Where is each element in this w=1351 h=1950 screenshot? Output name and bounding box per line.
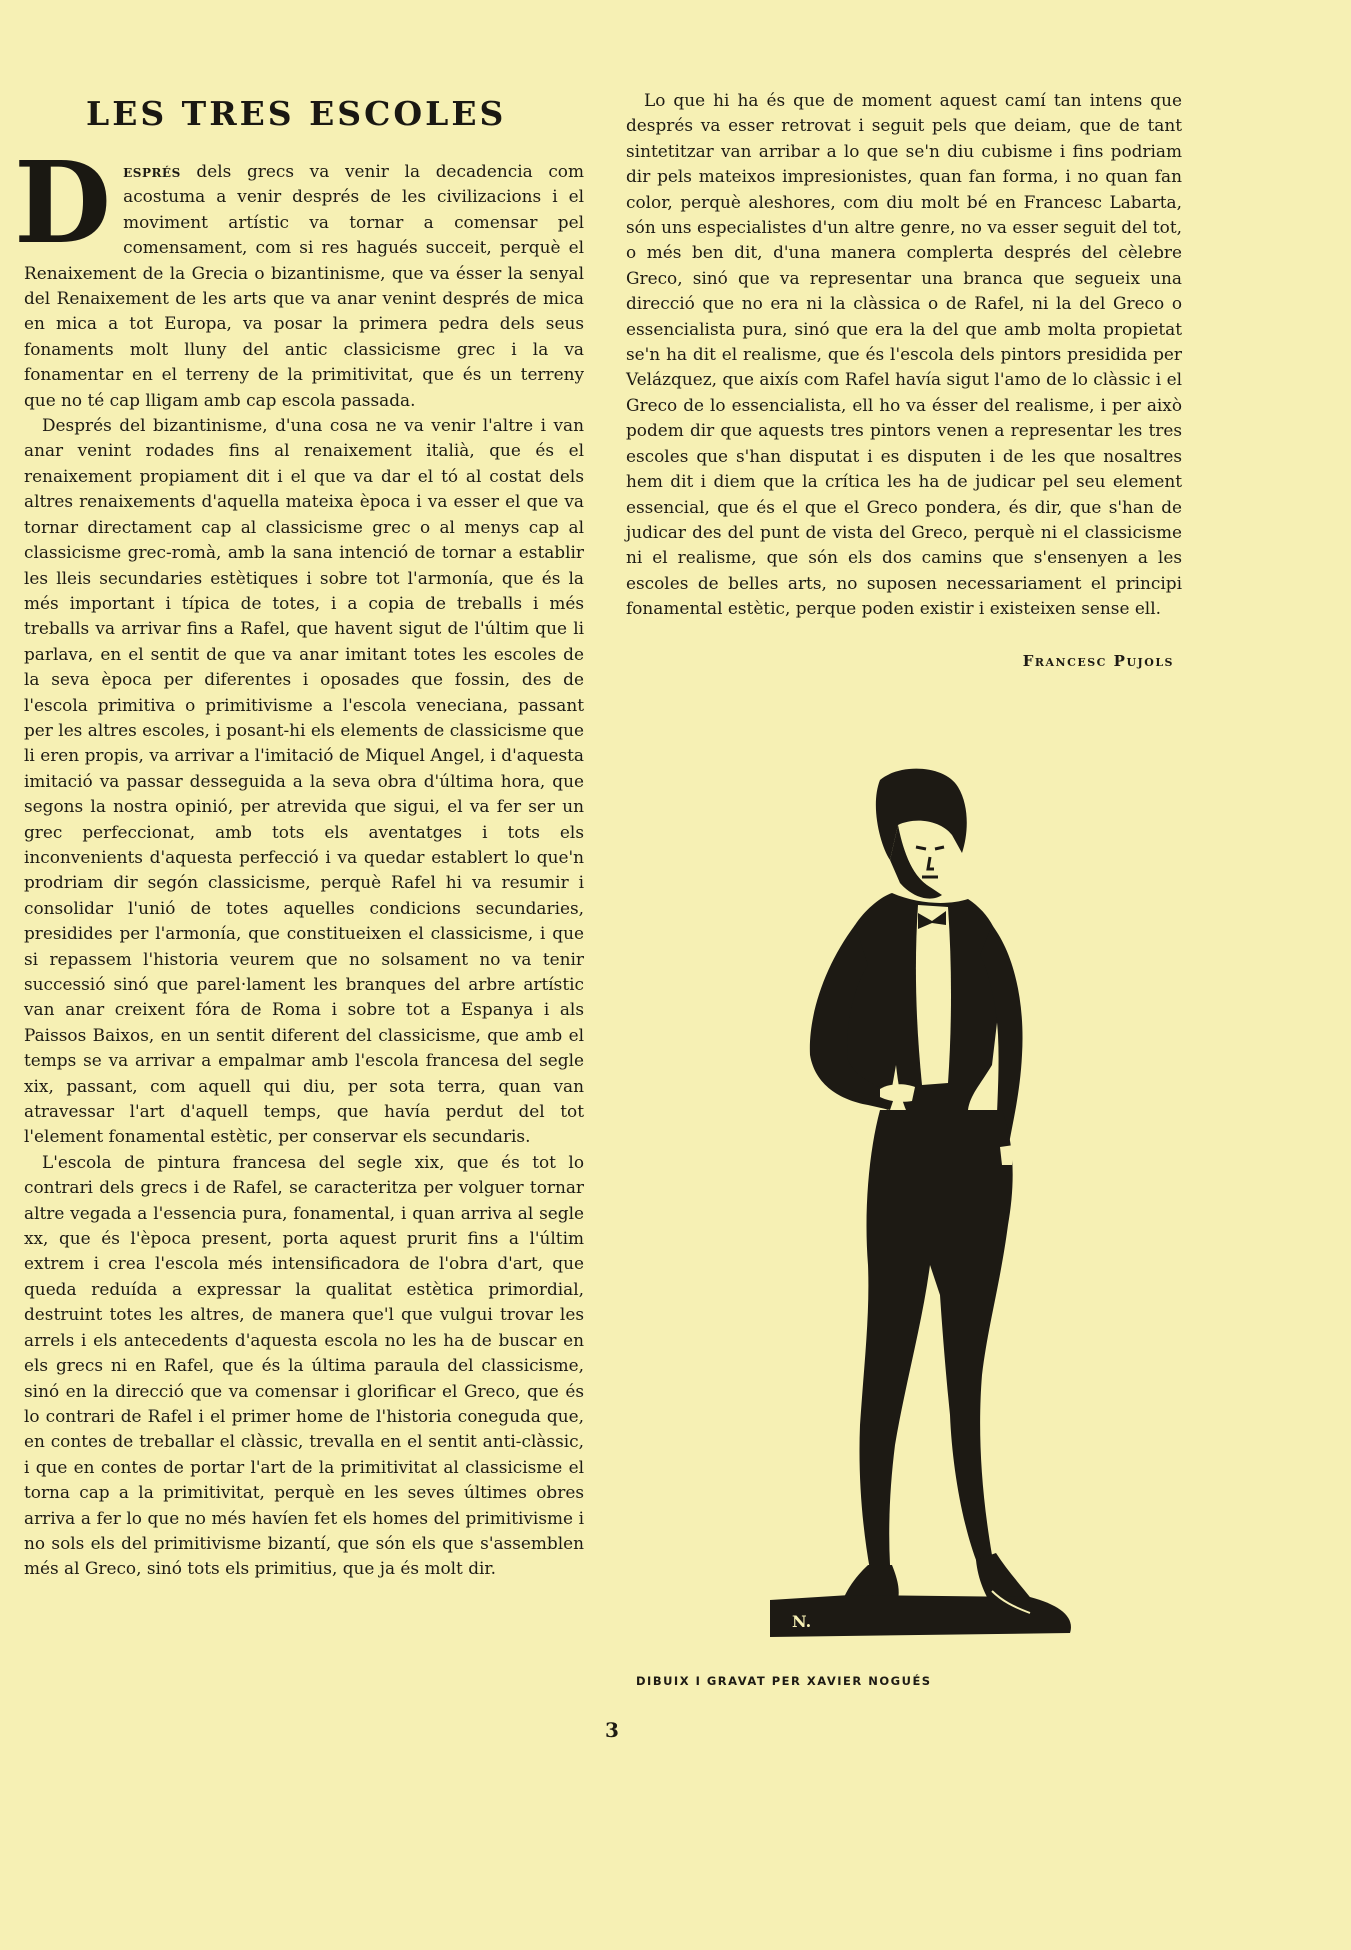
figure-trousers [859, 1110, 1012, 1570]
paragraph-4: Lo que hi ha és que de moment aquest camí tan intens que després va esser retrovat i seguit pels que deiam, que de tant sintetitzar van arribar a lo que se'n diu cubisme i fins podriam dir pels mateixos impresionistes, quan fan forma, i no quan fan color, perquè aleshores, com diu molt bé en Francesc Labarta, són uns especialistes d'un altre genre, no va esser seguit del tot, o més ben dit, d'una manera complerta després del cèlebre Greco, sinó que va representar una branca que segueix una direcció que no era ni la clàssica o de Rafel, ni la del Greco o essencialista pura, sinó que era la del que amb molta propietat se'n ha dit el realisme, que és l'escola dels pintors presidida per Velázquez, que aixís com Rafel havía sigut l'amo de lo clàssic i el Greco de lo essencialista, ell ho va ésser del realisme, i per això podem dir que aquests tres pintors venen a representar les tres escoles que s'han disputat i es disputen i de les que nosaltres hem dit i diem que la crítica les ha de judicar pel seu element essencial, que és el que el Greco pondera, és dir, que s'han de judicar des del punt de vista del Greco, perquè ni el classicisme ni el realisme, que són els dos camins que s'ensenyen a les escoles de belles arts, no suposen necessariament el principi fonamental estètic, perque poden existir i existeixen sense ell. [626, 90, 1182, 619]
article-title: LES TRES ESCOLES [86, 94, 507, 133]
figure-ground [770, 1595, 1071, 1637]
paragraph-1-text: dels grecs va venir la decadencia com acostuma a venir després de les civilizacions i el moviment artístic va tornar a comensar pel comensament, com si res hagués succeit, perquè el Renaixement de la Grecia o bizantinisme, que va ésser la senyal del Renaixement de les arts que va anar venint després de mica en mica a tot Europa, va posar la primera pedra dels seus fonaments molt lluny del antic classicisme grec i la va fonamentar en el terreny de la primitivitat, que és un terreny que no té cap lligam amb cap escola passada. [24, 161, 584, 410]
lead-word: esprés [123, 161, 181, 181]
author-signature: Francesc Pujols [1022, 651, 1174, 670]
right-column [626, 88, 1182, 670]
woodcut-figure-illustration [730, 765, 1110, 1655]
illustration-caption: DIBUIX I GRAVAT PER XAVIER NOGUÉS [636, 1674, 932, 1688]
drop-cap: D [14, 138, 112, 269]
illustration-monogram: N. [792, 1612, 812, 1631]
paragraph-1 [14, 138, 584, 413]
figure-shirt [916, 905, 951, 1085]
paragraph-2: Després del bizantinisme, d'una cosa ne va venir l'altre i van anar venint rodades fins al renaixement italià, que és el renaixement propiament dit i el que va dar el tó al costat dels altres renaixements d'aquella mateixa època i va esser el que va tornar directament cap al classicisme grec o al menys cap al classicisme grec-romà, amb la sana intenció de tornar a establir les lleis secundaries estètiques i sobre tot l'armonía, que és la més important i típica de totes, i a copia de treballs i més treballs va arrivar fins a Rafel, que havent sigut de l'últim que li parlava, en el sentit de que va anar imitant totes les escoles de la seva època per diferentes i oposades que fossin, des de l'escola primitiva o primitivisme a l'escola veneciana, passant per les altres escoles, i posant-hi els elements de classicisme que li eren propis, va arrivar a l'imitació de Miquel Angel, i d'aquesta imitació va passar desseguida a la seva obra d'última hora, que segons la nostra opinió, per atrevida que sigui, el va fer ser un grec perfeccionat, amb tots els aventatges i tots els inconvenients d'aquesta perfecció i va quedar establert lo que'n prodriam dir segón classicisme, perquè Rafel hi va resumir i consolidar l'unió de totes aquelles condicions secundaries, presidides per l'armonía, que constitueixen el classicisme, i que si repassem l'historia veurem que no solsament no va tenir successió sinó que parel·lament les branques del arbre artístic van anar creixent fóra de Roma i sobre tot a Espanya i als Paissos Baixos, en un sentit diferent del classicisme, que amb el temps se va arrivar a empalmar amb l'escola francesa del segle xix, passant, com aquell qui diu, per sota terra, quan van atravessar l'art d'aquell temps, que havía perdut del tot l'element fonamental estètic, per conservar els secundaris. [24, 415, 584, 1147]
left-column [14, 88, 584, 1582]
paragraph-3: L'escola de pintura francesa del segle xix, que és tot lo contrari dels grecs i de Rafel, se caracteritza per volguer tornar altre vegada a l'essencia pura, fonamental, i quan arriva al segle xx, que és l'època present, porta aquest prurit fins a l'últim extrem i crea l'escola més intensificadora de l'obra d'art, que queda reduída a expressar la qualitat estètica primordial, destruint totes les altres, de manera que'l que vulgui trovar les arrels i els antecedents d'aquesta escola no les ha de buscar en els grecs ni en Rafel, que és la última paraula del classicisme, sinó en la direcció que va comensar i glorificar el Greco, que és lo contrari de Rafel i el primer home de l'historia coneguda que, en contes de treballar el clàssic, trevalla en el sentit anti-clàssic, i que en contes de portar l'art de la primitivitat al classicisme el torna cap a la primitivitat, perquè en les seves últimes obres arriva a fer lo que no més havíen fet els homes del primitivisme i no sols els del primitivisme bizantí, que són els que s'assemblen més al Greco, sinó tots els primitius, que ja és molt dir. [24, 1151, 584, 1579]
page-number: 3 [605, 1718, 619, 1742]
